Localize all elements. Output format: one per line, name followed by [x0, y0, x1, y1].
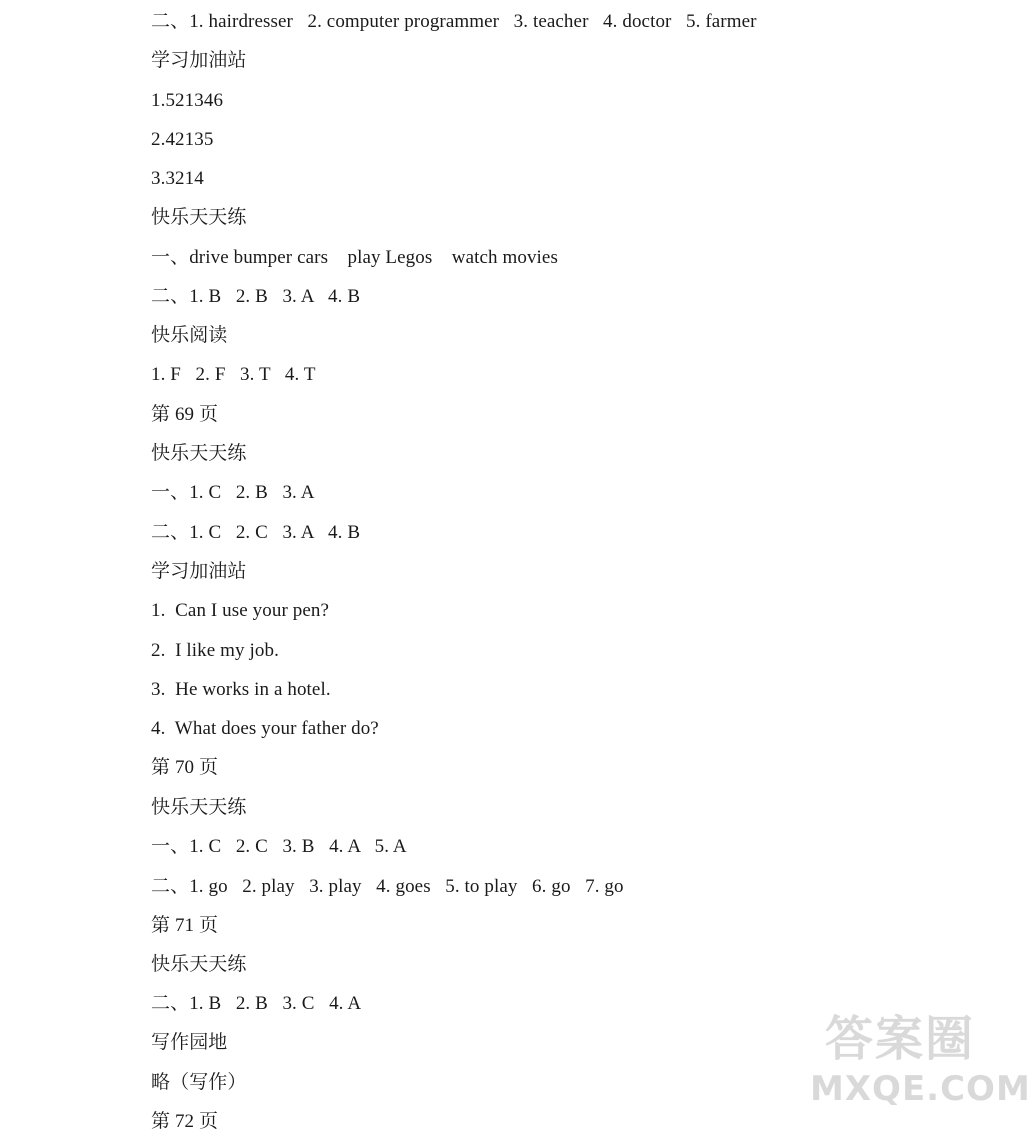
section-heading: 写作园地: [151, 1032, 228, 1053]
page-heading: 第 69 页: [151, 404, 219, 425]
answer-line: 二、1. hairdresser 2. computer programmer 3. teacher 4. doctor 5. farmer: [151, 11, 757, 32]
answer-line: 2. I like my job.: [151, 640, 279, 661]
watermark-text-bottom: MXQE.COM: [810, 1069, 1031, 1109]
section-heading: 快乐天天练: [151, 954, 247, 975]
answer-line: 4. What does your father do?: [151, 718, 379, 739]
section-heading: 快乐天天练: [151, 443, 247, 464]
answer-line: 一、drive bumper cars play Legos watch movies: [151, 247, 558, 268]
section-heading: 学习加油站: [151, 50, 247, 71]
answer-line: 二、1. go 2. play 3. play 4. goes 5. to play 6. go 7. go: [151, 876, 624, 897]
watermark-logo: [810, 1009, 1031, 1129]
page-heading: 第 71 页: [151, 915, 219, 936]
answer-line: 3.3214: [151, 168, 204, 189]
answer-line: 略（写作）: [151, 1072, 247, 1093]
section-heading: 快乐天天练: [151, 207, 247, 228]
page-heading: 第 72 页: [151, 1111, 219, 1132]
section-heading: 快乐天天练: [151, 797, 247, 818]
answer-line: 1. Can I use your pen?: [151, 600, 330, 621]
section-heading: 快乐阅读: [151, 325, 228, 346]
watermark-text-top: 答案圈: [824, 1011, 975, 1067]
page-heading: 第 70 页: [151, 757, 219, 778]
answer-line: 二、1. B 2. B 3. A 4. B: [151, 286, 361, 307]
answer-line: 3. He works in a hotel.: [151, 679, 331, 700]
answer-line: 二、1. B 2. B 3. C 4. A: [151, 993, 362, 1014]
section-heading: 学习加油站: [151, 561, 247, 582]
answer-line: 一、1. C 2. B 3. A: [151, 482, 315, 503]
answer-line: 1. F 2. F 3. T 4. T: [151, 364, 316, 385]
answer-line: 一、1. C 2. C 3. B 4. A 5. A: [151, 836, 407, 857]
answer-line: 二、1. C 2. C 3. A 4. B: [151, 522, 361, 543]
answer-line: 2.42135: [151, 129, 214, 150]
answer-line: 1.521346: [151, 90, 224, 111]
